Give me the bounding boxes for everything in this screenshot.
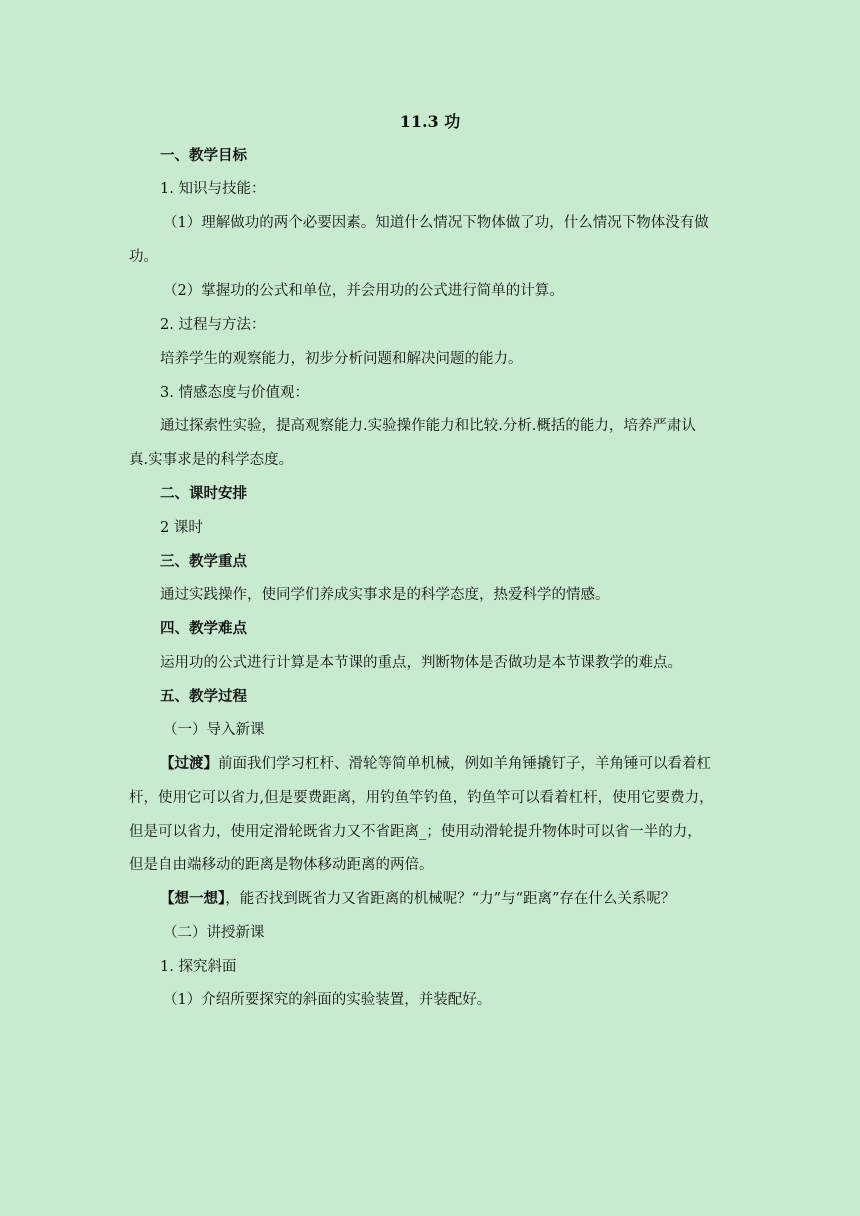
- think-line: [160, 887, 780, 911]
- transition-tag: 【过渡】: [160, 755, 218, 772]
- transition-line-2: 杆，使用它可以省力,但是要费距离，用钓鱼竿钓鱼，钓鱼竿可以看着杠杆，使用它要费力，: [129, 790, 714, 806]
- objective-1-label: 1. 知识与技能：: [160, 181, 266, 197]
- objective-3-line-2: 真.实事求是的科学态度。: [129, 452, 294, 468]
- objective-2-text: 培养学生的观察能力，初步分析问题和解决问题的能力。: [160, 351, 523, 367]
- transition-line-3: 但是可以省力，使用定滑轮既省力又不省距离_；使用动滑轮提升物体时可以省一半的力，: [129, 824, 702, 840]
- objective-1-point-1-line-2: 功。: [129, 249, 158, 265]
- think-tag: 【想一想】: [160, 890, 226, 907]
- objective-3-label: 3. 情感态度与价值观：: [160, 385, 309, 401]
- section-heading-process: 五、教学过程: [160, 688, 247, 705]
- difficulties-text: 运用功的公式进行计算是本节课的重点，判断物体是否做功是本节课教学的难点。: [160, 655, 682, 671]
- schedule-text: 2 课时: [160, 520, 203, 536]
- process-sub-heading-2: （二）讲授新课: [163, 925, 265, 941]
- transition-line-4: 但是自由端移动的距离是物体移动距离的两倍。: [129, 857, 434, 873]
- section-heading-objectives: 一、教学目标: [160, 147, 247, 164]
- page-title: 11.3 功: [399, 112, 461, 131]
- objective-2-label: 2. 过程与方法：: [160, 317, 266, 333]
- transition-text: 前面我们学习杠杆、滑轮等简单机械，例如羊角锤撬钉子，羊角锤可以看着杠: [218, 756, 711, 772]
- objective-1-point-2: （2）掌握功的公式和单位，并会用功的公式进行简单的计算。: [163, 283, 564, 299]
- process-point-1-step-1: （1）介绍所要探究的斜面的实验装置，并装配好。: [163, 992, 492, 1008]
- section-heading-key-points: 三、教学重点: [160, 553, 247, 570]
- transition-line-1: [160, 752, 780, 776]
- process-sub-heading-1: （一）导入新课: [163, 722, 265, 738]
- key-points-text: 通过实践操作，使同学们养成实事求是的科学态度，热爱科学的情感。: [160, 587, 610, 603]
- section-heading-schedule: 二、课时安排: [160, 485, 247, 502]
- process-point-1: 1. 探究斜面: [160, 959, 237, 975]
- objective-1-point-1-line-1: （1）理解做功的两个必要因素。知道什么情况下物体做了功，什么情况下物体没有做: [163, 215, 709, 231]
- think-text: ，能否找到既省力又省距离的机械呢？“力”与“距离”存在什么关系呢？: [225, 891, 676, 907]
- section-heading-difficulties: 四、教学难点: [160, 620, 247, 637]
- objective-3-line-1: 通过探索性实验，提高观察能力.实验操作能力和比较.分析.概括的能力，培养严肃认: [160, 418, 696, 434]
